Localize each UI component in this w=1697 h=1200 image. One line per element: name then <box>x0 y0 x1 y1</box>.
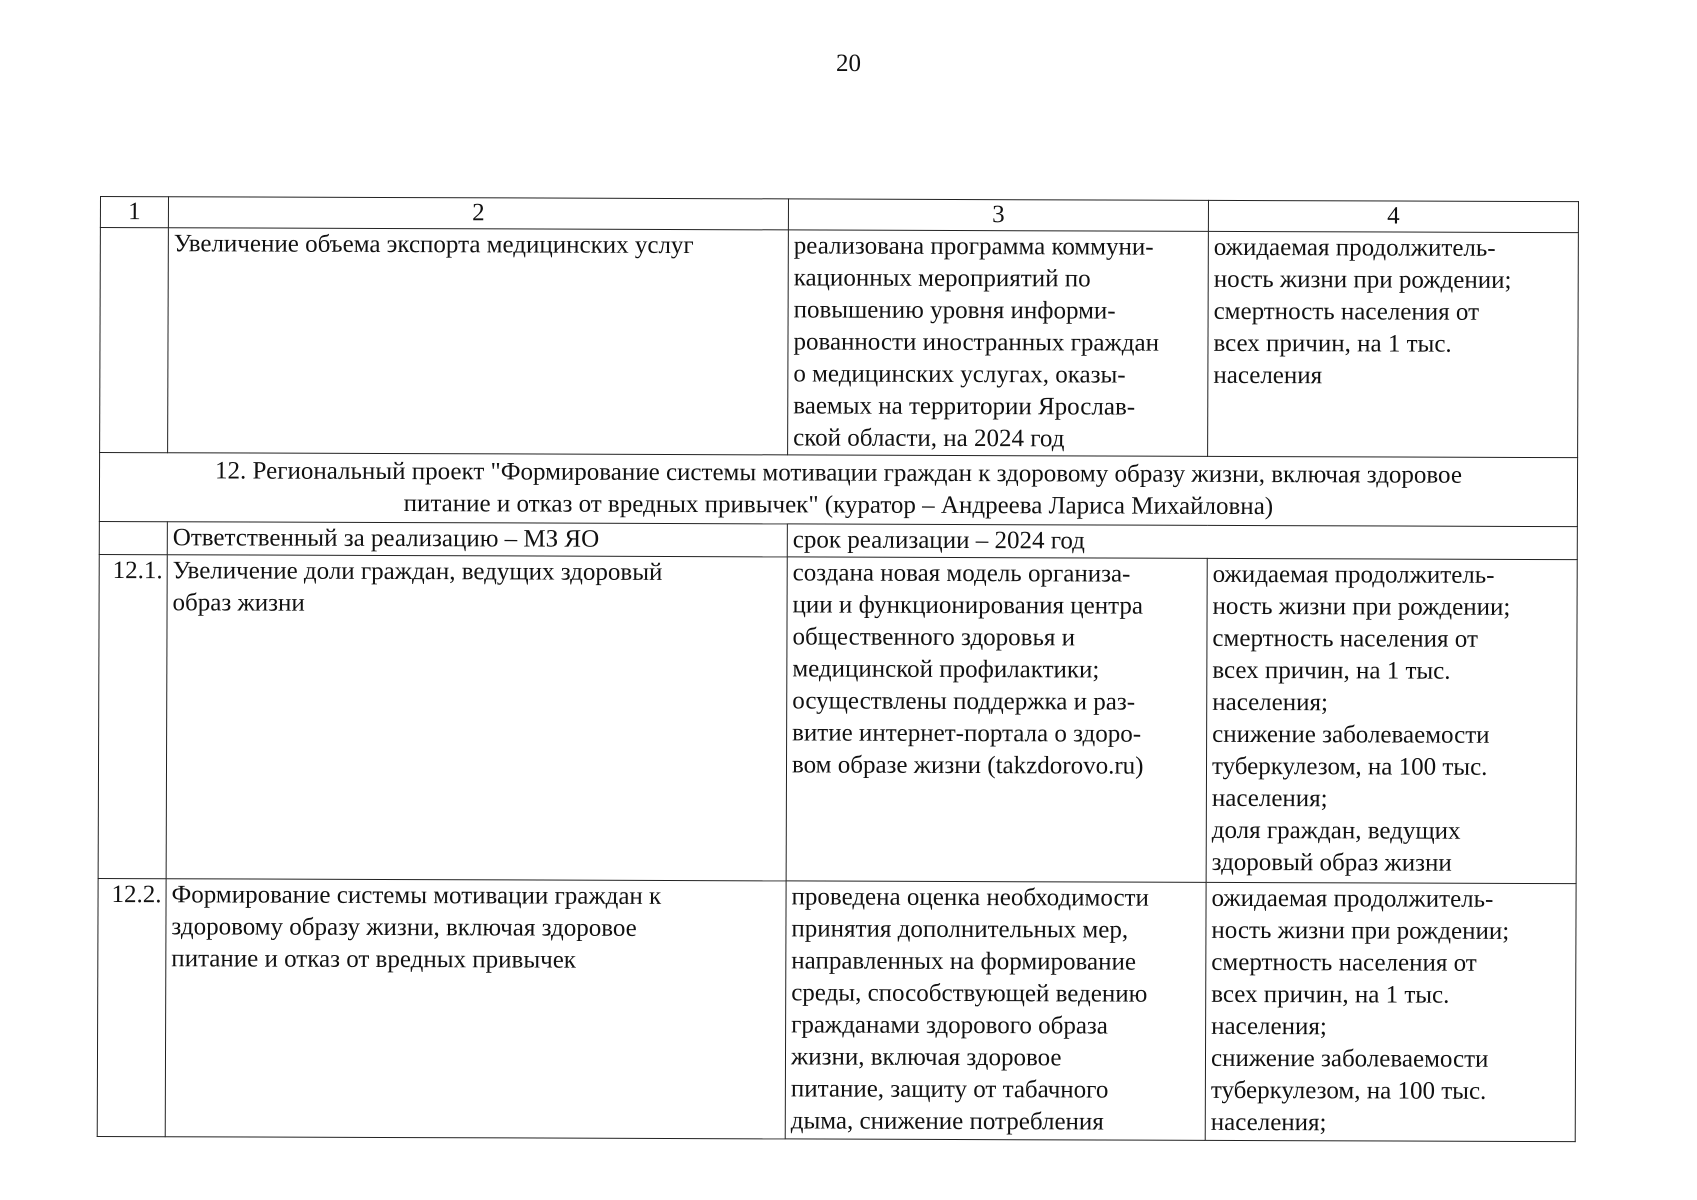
indicators-cell: ожидаемая продолжитель- ность жизни при рождении; смертность населения от всех причин, на 1 тыс. населения <box>1208 231 1579 457</box>
table-row-12-2 <box>97 878 1576 1141</box>
table-row-12-1 <box>98 554 1577 883</box>
table-row-responsible <box>99 521 1577 559</box>
deadline-cell: срок реализации – 2024 год <box>787 524 1577 560</box>
task-cell: Увеличение объема экспорта медицинских услуг <box>168 228 789 455</box>
page-number: 20 <box>836 50 861 77</box>
header-cell-4: 4 <box>1208 200 1578 232</box>
section-row-12 <box>99 453 1577 527</box>
table-header-row <box>100 197 1578 233</box>
header-cell-3: 3 <box>788 199 1208 231</box>
document-table-container <box>97 196 1578 1142</box>
measures-table <box>97 196 1579 1142</box>
table-row-export <box>100 228 1579 458</box>
indicators-cell: ожидаемая продолжитель- ность жизни при рождении; смертность населения от всех причин, на 1 тыс. населения; снижение заболеваемости туберкулезом, на 100 тыс. населения; <box>1205 882 1576 1141</box>
task-cell: Формирование системы мотивации граждан к здоровому образу жизни, включая здоровое питание и отказ от вредных привычек <box>165 879 786 1139</box>
result-cell: реализована программа коммуни- кационных мероприятий по повышению уровня информи- рованности иностранных граждан о медицинских услугах, оказы- ваемых на территории Ярослав- ской области, на 2024 год <box>788 230 1209 456</box>
result-cell: проведена оценка необходимости принятия дополнительных мер, направленных на формирование среды, способствующей ведению гражданами здорового образа жизни, включая здоровое питание, защиту от табачного дыма, снижение потребления <box>785 881 1206 1140</box>
header-cell-1: 1 <box>100 197 168 228</box>
section-title: 12. Региональный проект "Формирование системы мотивации граждан к здоровому образу жизни, включая здоровое питание и отказ от вредных привычек" (куратор – Андреева Лариса Михайловна) <box>99 453 1577 527</box>
task-cell: Увеличение доли граждан, ведущих здоровый образ жизни <box>166 555 787 881</box>
row-number: 12.1. <box>98 554 167 878</box>
result-cell: создана новая модель организа- ции и функционирования центра общественного здоровья и медицинской профилактики; осуществлены поддержка и раз- витие интернет-портала о здоро- вом образе жизни (takzdorovo.ru) <box>786 557 1207 882</box>
row-number <box>99 521 167 554</box>
row-number: 12.2. <box>97 878 166 1136</box>
responsible-cell: Ответственный за реализацию – МЗ ЯО <box>167 522 787 557</box>
indicators-cell: ожидаемая продолжитель- ность жизни при рождении; смертность населения от всех причин, на 1 тыс. населения; снижение заболеваемости туберкулезом, на 100 тыс. населения; доля граждан, ведущих здоровый образ жизни <box>1206 558 1577 883</box>
header-cell-2: 2 <box>168 197 788 230</box>
row-number <box>100 228 169 453</box>
